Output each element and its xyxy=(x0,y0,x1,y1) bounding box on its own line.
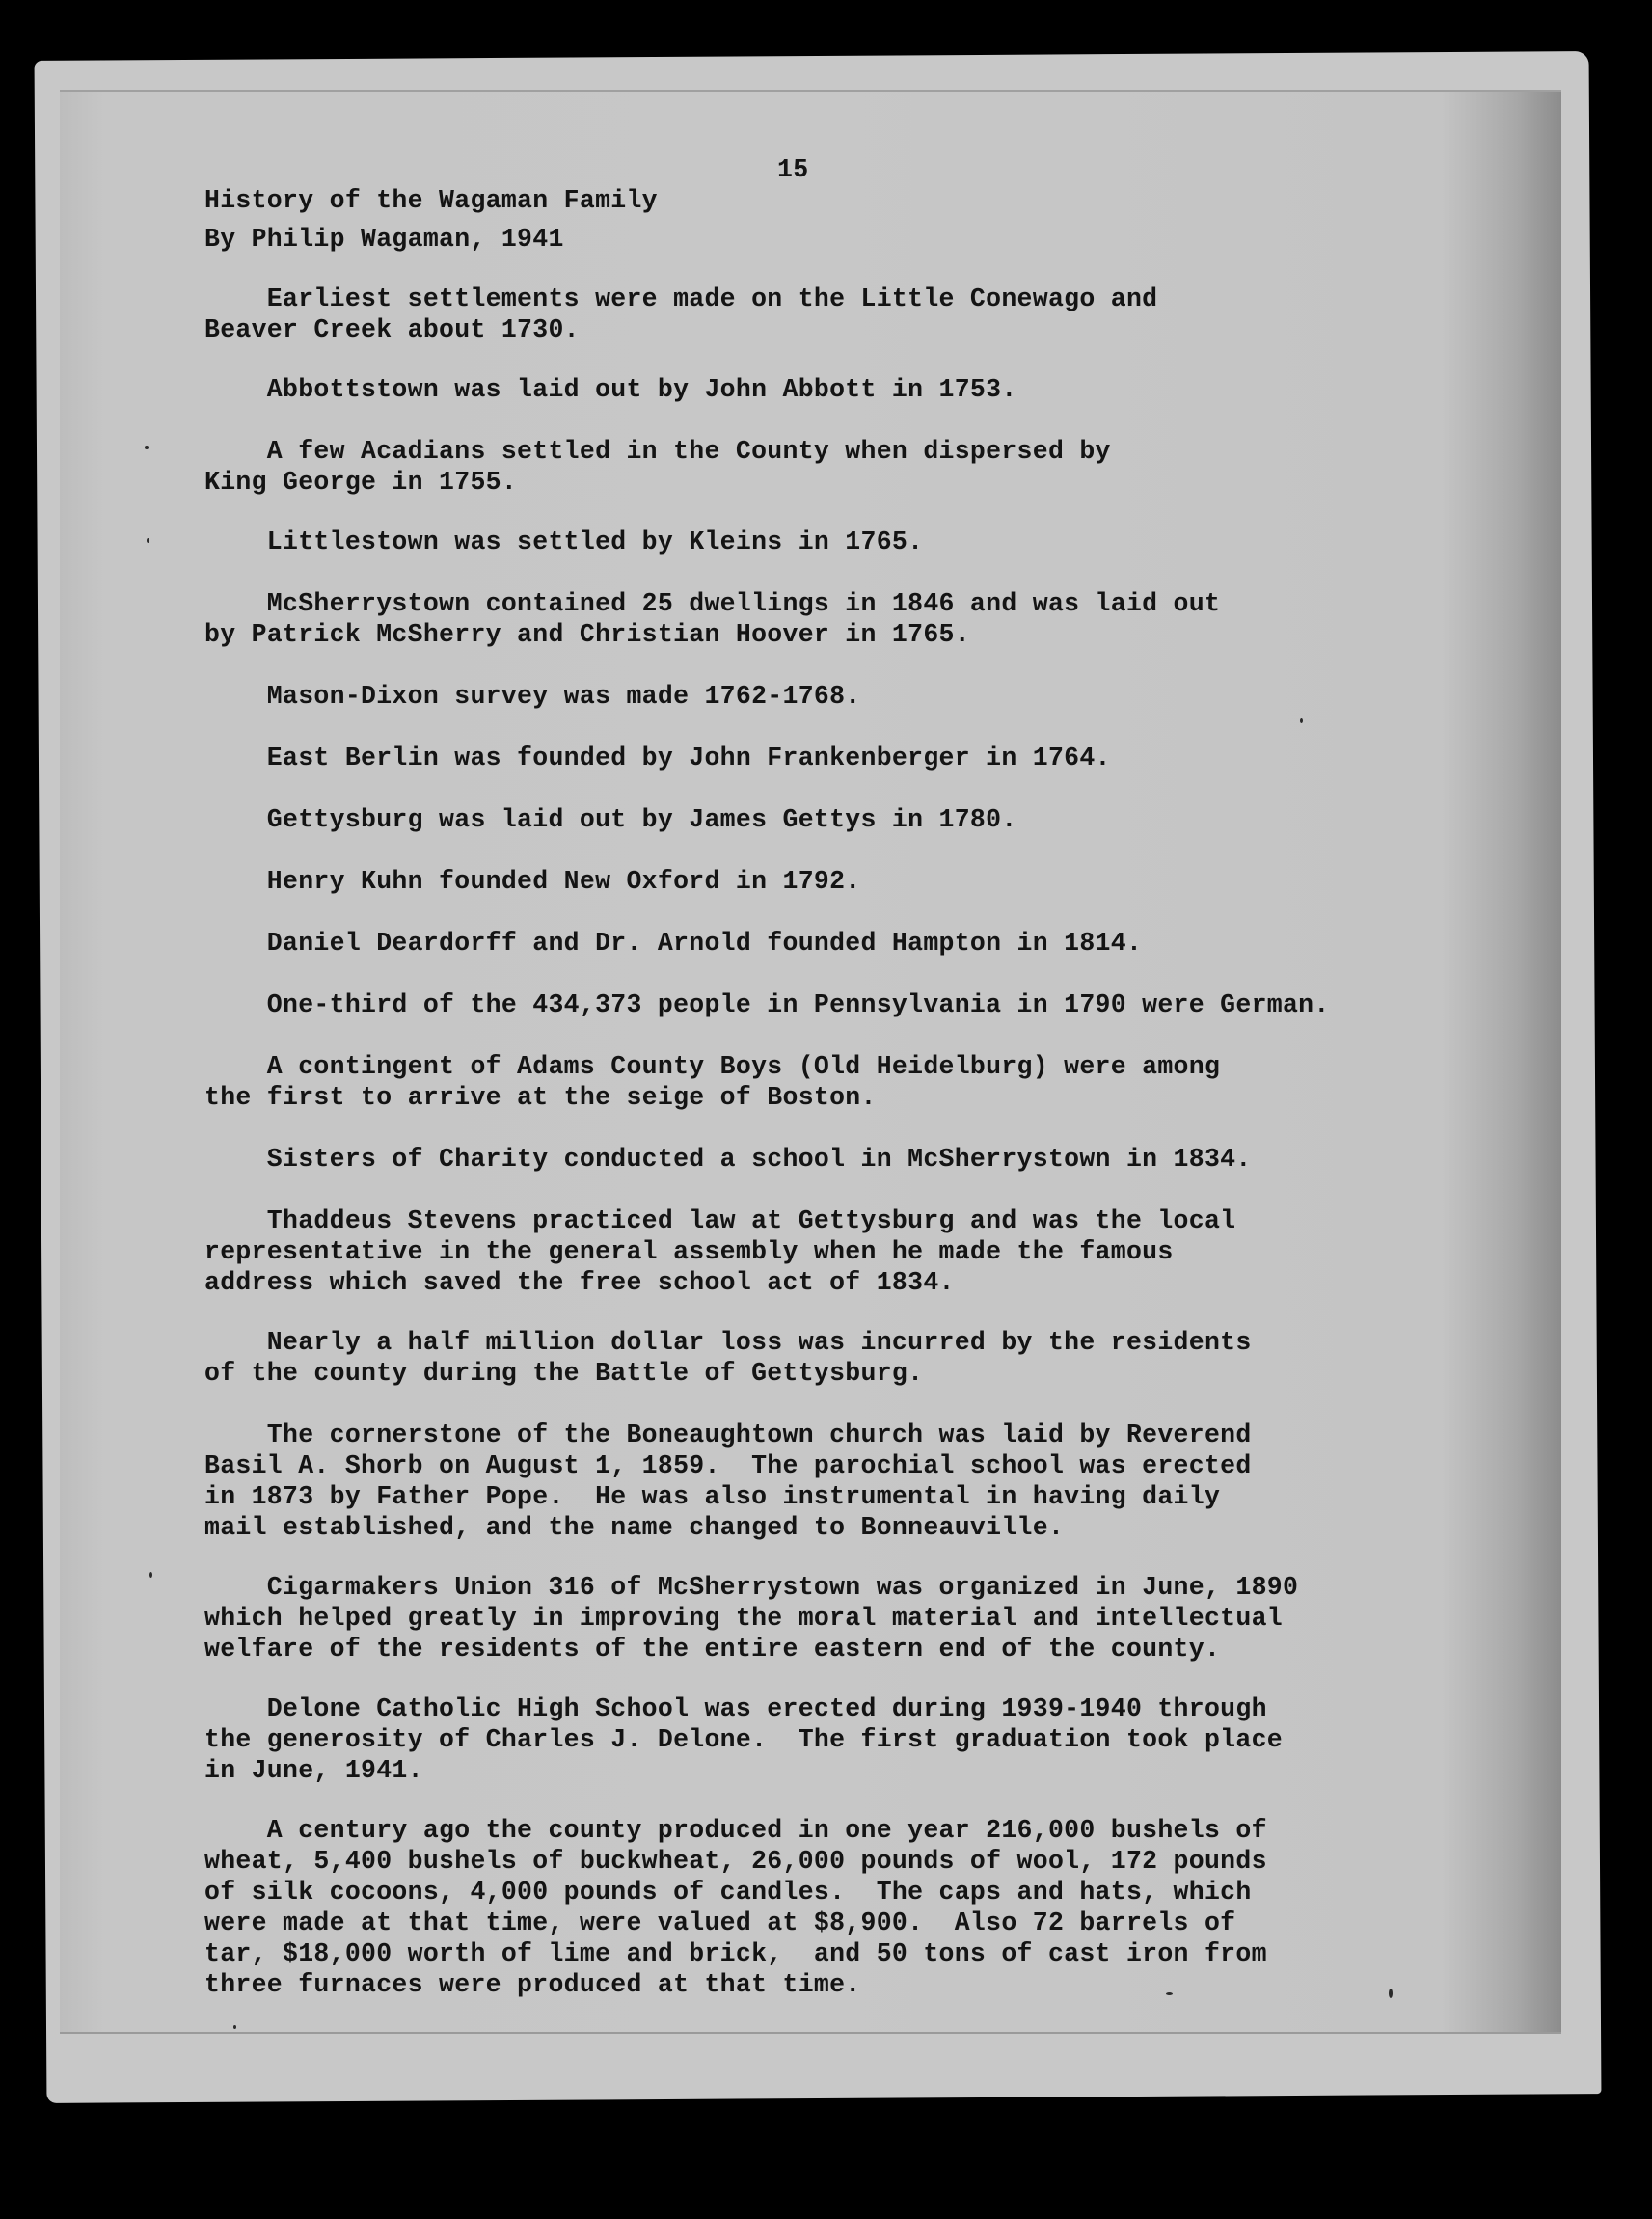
paper-speck xyxy=(1389,1989,1393,1998)
paragraph-line: three furnaces were produced at that time. xyxy=(204,1970,861,1999)
paragraph-line: Basil A. Shorb on August 1, 1859. The parochial school was erected xyxy=(204,1451,1252,1480)
paragraph-line: Earliest settlements were made on the Little Conewago and xyxy=(204,284,1158,313)
paragraph xyxy=(204,527,923,557)
paper-speck xyxy=(149,1572,152,1578)
paragraph-line: mail established, and the name changed to Bonneauville. xyxy=(204,1513,1065,1542)
paragraph xyxy=(204,681,861,712)
paragraph-line: of the county during the Battle of Gettysburg. xyxy=(204,1359,924,1388)
paragraph xyxy=(204,743,1111,773)
paragraph-line: Abbottstown was laid out by John Abbott in 1753. xyxy=(204,375,1017,404)
paragraph-line: the first to arrive at the seige of Boston. xyxy=(204,1083,877,1112)
paragraph xyxy=(204,588,1220,650)
paragraph xyxy=(204,1144,1252,1175)
paragraph xyxy=(204,1420,1252,1543)
paragraph-line: Gettysburg was laid out by James Gettys in 1780. xyxy=(204,805,1017,834)
paragraph-line: Cigarmakers Union 316 of McSherrystown was organized in June, 1890 xyxy=(204,1573,1299,1602)
paragraph xyxy=(204,1693,1283,1786)
paragraph xyxy=(204,804,1017,835)
paragraph-line: A contingent of Adams County Boys (Old Heidelburg) were among xyxy=(204,1052,1221,1081)
paragraph-line: One-third of the 434,373 people in Pennsylvania in 1790 were German. xyxy=(204,990,1330,1019)
paragraph-line: Sisters of Charity conducted a school in McSherrystown in 1834. xyxy=(204,1145,1252,1174)
paragraph-line: welfare of the residents of the entire eastern end of the county. xyxy=(204,1635,1221,1664)
page-number: 15 xyxy=(777,155,809,184)
paragraph xyxy=(204,866,861,897)
paragraph xyxy=(204,989,1330,1020)
paragraph-line: Littlestown was settled by Kleins in 1765. xyxy=(204,528,924,556)
paragraph-line: address which saved the free school act of 1834. xyxy=(204,1268,955,1297)
paper-speck xyxy=(1300,718,1303,723)
paper-speck xyxy=(233,2025,236,2029)
paragraph-line: A century ago the county produced in one year 216,000 bushels of xyxy=(204,1816,1267,1845)
paragraph-line: in 1873 by Father Pope. He was also instrumental in having daily xyxy=(204,1482,1221,1511)
paragraph-line: Delone Catholic High School was erected during 1939-1940 through xyxy=(204,1694,1267,1723)
document-title: History of the Wagaman Family xyxy=(204,186,658,215)
paragraph-line: by Patrick McSherry and Christian Hoover in 1765. xyxy=(204,620,970,649)
paragraph-line: McSherrystown contained 25 dwellings in 1846 and was laid out xyxy=(204,589,1221,618)
paragraph-line: Henry Kuhn founded New Oxford in 1792. xyxy=(204,867,861,896)
paragraph-line: in June, 1941. xyxy=(204,1756,423,1785)
paragraph-line: wheat, 5,400 bushels of buckwheat, 26,000 pounds of wool, 172 pounds xyxy=(204,1847,1267,1876)
paragraph xyxy=(204,284,1157,345)
paragraph-line: tar, $18,000 worth of lime and brick, and 50 tons of cast iron from xyxy=(204,1939,1267,1968)
paragraph xyxy=(204,928,1142,959)
document-byline: By Philip Wagaman, 1941 xyxy=(204,225,564,254)
paper-speck xyxy=(147,538,149,543)
paragraph-line: King George in 1755. xyxy=(204,468,518,497)
paragraph xyxy=(204,1051,1220,1113)
paragraph-line: representative in the general assembly when he made the famous xyxy=(204,1237,1174,1266)
paragraph xyxy=(204,436,1111,498)
paragraph xyxy=(204,1572,1298,1664)
paragraph-line: East Berlin was founded by John Frankenberger in 1764. xyxy=(204,744,1111,772)
paragraph-line: Nearly a half million dollar loss was incurred by the residents xyxy=(204,1328,1252,1357)
paragraph-line: Daniel Deardorff and Dr. Arnold founded Hampton in 1814. xyxy=(204,929,1143,958)
paragraph-line: of silk cocoons, 4,000 pounds of candles. The caps and hats, which xyxy=(204,1878,1252,1907)
paragraph-line: the generosity of Charles J. Delone. The first graduation took place xyxy=(204,1725,1283,1754)
paragraph-line: Mason-Dixon survey was made 1762-1768. xyxy=(204,682,861,711)
paragraph-line: A few Acadians settled in the County when dispersed by xyxy=(204,437,1111,466)
paragraph-line: The cornerstone of the Boneaughtown church was laid by Reverend xyxy=(204,1421,1252,1449)
paragraph xyxy=(204,1205,1235,1298)
paper-speck xyxy=(1166,1992,1173,1995)
paragraph-line: which helped greatly in improving the moral material and intellectual xyxy=(204,1604,1283,1633)
paragraph-line: Beaver Creek about 1730. xyxy=(204,315,580,344)
paper-speck xyxy=(145,446,149,449)
paragraph xyxy=(204,374,1017,405)
paragraph xyxy=(204,1327,1252,1389)
paragraph-line: were made at that time, were valued at $8,900. Also 72 barrels of xyxy=(204,1908,1236,1937)
paragraph xyxy=(204,1815,1267,2000)
paragraph-line: Thaddeus Stevens practiced law at Gettysburg and was the local xyxy=(204,1206,1236,1235)
